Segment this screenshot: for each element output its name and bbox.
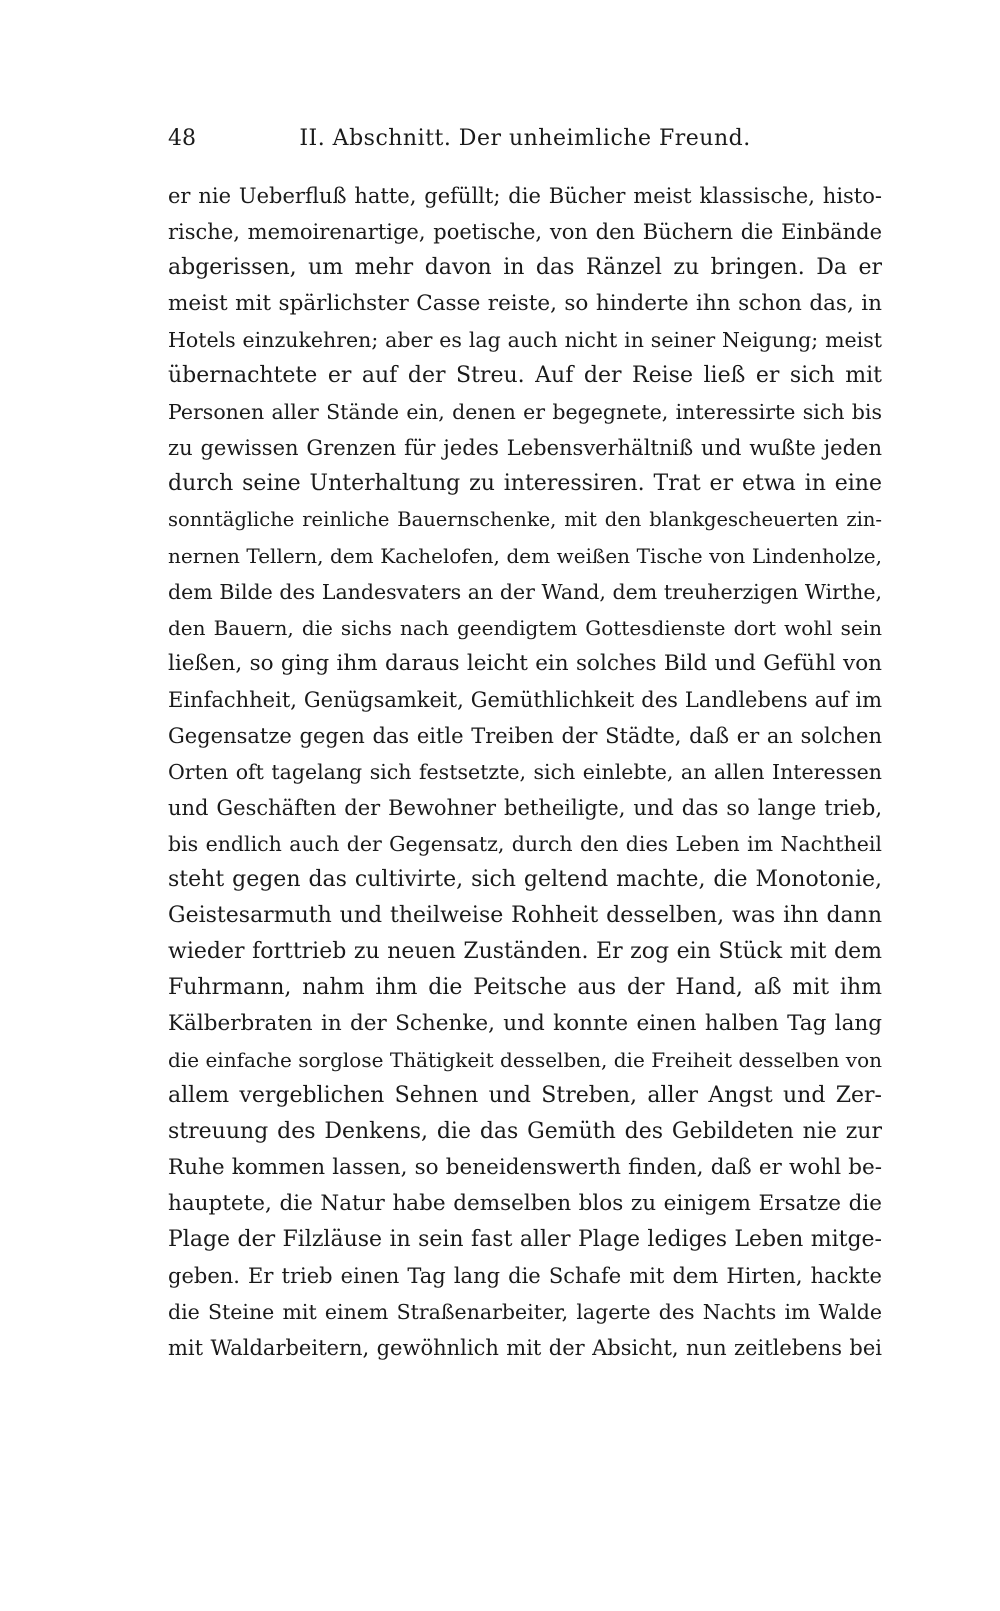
text-line: nernen Tellern, dem Kachelofen, dem weißen Tische von Lindenholze, [168, 544, 882, 568]
text-line: allem vergeblichen Sehnen und Streben, aller Angst und Zer- [168, 1083, 882, 1108]
text-line: Orten oft tagelang sich festsetzte, sich einlebte, an allen Interessen [168, 760, 882, 784]
text-line: hauptete, die Natur habe demselben blos zu einigem Ersatze die [168, 1191, 882, 1216]
text-line: streuung des Denkens, die das Gemüth des Gebildeten nie zur [168, 1119, 882, 1144]
text-line: ließen, so ging ihm daraus leicht ein solches Bild und Gefühl von [168, 651, 882, 676]
text-line: sonntägliche reinliche Bauernschenke, mit den blankgescheuerten zin- [168, 508, 882, 531]
text-line: zu gewissen Grenzen für jedes Lebensverhältniß und wußte jeden [168, 436, 882, 460]
text-line: mit Waldarbeitern, gewöhnlich mit der Absicht, nun zeitlebens bei [168, 1336, 882, 1360]
text-line: die Steine mit einem Straßenarbeiter, lagerte des Nachts im Walde [168, 1300, 882, 1324]
text-line: Plage der Filzläuse in sein fast aller Plage lediges Leben mitge- [168, 1227, 882, 1252]
text-line: er nie Ueberfluß hatte, gefüllt; die Bücher meist klassische, histo- [168, 184, 882, 208]
text-line: rische, memoirenartige, poetische, von den Büchern die Einbände [168, 220, 882, 244]
text-line: Geistesarmuth und theilweise Rohheit desselben, was ihn dann [168, 903, 882, 928]
text-line: meist mit spärlichster Casse reiste, so hinderte ihn schon das, in [168, 291, 882, 316]
text-line: bis endlich auch der Gegensatz, durch den dies Leben im Nachtheil [168, 832, 882, 856]
text-line: durch seine Unterhaltung zu interessiren. Trat er etwa in eine [168, 471, 882, 496]
text-line: steht gegen das cultivirte, sich geltend machte, die Monotonie, [168, 867, 882, 892]
running-head-title: II. Abschnitt. Der unheimliche Freund. [299, 126, 751, 151]
text-line: Personen aller Stände ein, denen er begegnete, interessirte sich bis [168, 400, 882, 424]
page-number: 48 [168, 126, 196, 151]
text-line: geben. Er trieb einen Tag lang die Schafe mit dem Hirten, hackte [168, 1264, 882, 1288]
running-head [168, 126, 882, 158]
text-line: Gegensatze gegen das eitle Treiben der Städte, daß er an solchen [168, 724, 882, 748]
text-line: Einfachheit, Genügsamkeit, Gemüthlichkeit des Landlebens auf im [168, 688, 882, 712]
body-text [168, 178, 882, 1366]
text-line: übernachtete er auf der Streu. Auf der Reise ließ er sich mit [168, 363, 882, 388]
text-line: wieder forttrieb zu neuen Zuständen. Er zog ein Stück mit dem [168, 939, 882, 964]
text-line: dem Bilde des Landesvaters an der Wand, dem treuherzigen Wirthe, [168, 580, 882, 604]
text-line: den Bauern, die sichs nach geendigtem Gottesdienste dort wohl sein [168, 616, 882, 640]
text-line: Kälberbraten in der Schenke, und konnte einen halben Tag lang [168, 1011, 882, 1036]
text-line: und Geschäften der Bewohner betheiligte, und das so lange trieb, [168, 796, 882, 820]
text-line: abgerissen, um mehr davon in das Ränzel zu bringen. Da er [168, 255, 882, 280]
text-line: Ruhe kommen lassen, so beneidenswerth finden, daß er wohl be- [168, 1155, 882, 1180]
text-line: Fuhrmann, nahm ihm die Peitsche aus der Hand, aß mit ihm [168, 975, 882, 1000]
text-line: Hotels einzukehren; aber es lag auch nicht in seiner Neigung; meist [168, 328, 882, 352]
text-line: die einfache sorglose Thätigkeit desselben, die Freiheit desselben von [168, 1048, 882, 1072]
